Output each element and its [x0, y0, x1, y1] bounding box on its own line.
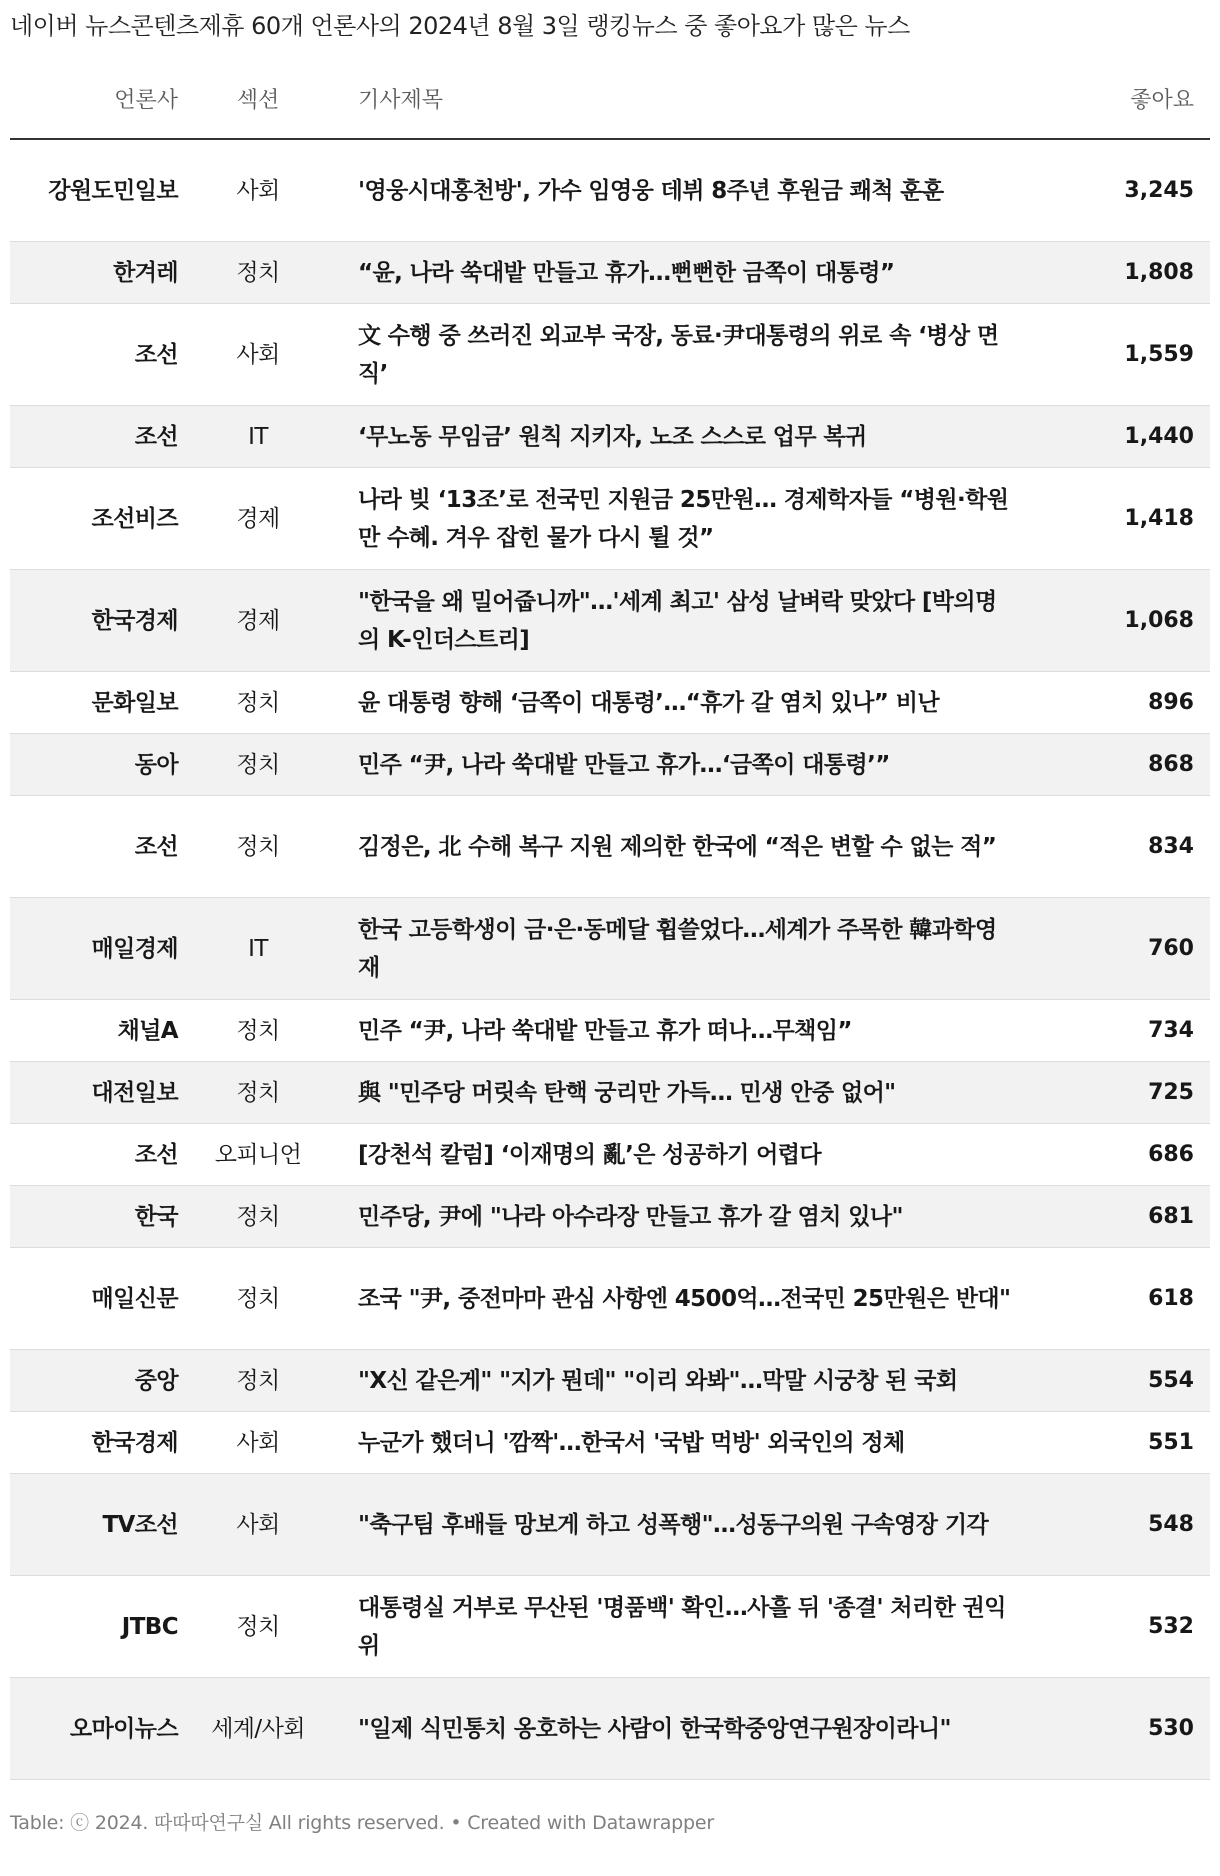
cell-section: IT [178, 898, 338, 1000]
cell-publisher: 채널A [10, 1000, 178, 1062]
cell-section: 오피니언 [178, 1124, 338, 1186]
cell-section: 사회 [178, 304, 338, 406]
cell-section: 정치 [178, 796, 338, 898]
cell-article-title: 민주당, 尹에 "나라 아수라장 만들고 휴가 갈 염치 있나" [338, 1186, 1018, 1248]
cell-likes: 3,245 [1018, 139, 1210, 242]
column-header-publisher[interactable]: 언론사 [10, 58, 178, 139]
header-row [10, 58, 1210, 139]
table-row [10, 1248, 1210, 1350]
table-footer: Table: ⓒ 2024. 따따따연구실 All rights reserved. • Created with Datawrapper [10, 1812, 714, 1834]
cell-article-title: 文 수행 중 쓰러진 외교부 국장, 동료·尹대통령의 위로 속 ‘병상 면직’ [338, 304, 1018, 406]
table-row [10, 406, 1210, 468]
cell-section: 사회 [178, 139, 338, 242]
cell-publisher: 강원도민일보 [10, 139, 178, 242]
cell-likes: 681 [1018, 1186, 1210, 1248]
cell-likes: 618 [1018, 1248, 1210, 1350]
cell-publisher: 동아 [10, 734, 178, 796]
table-row [10, 1000, 1210, 1062]
cell-section: 사회 [178, 1474, 338, 1576]
cell-likes: 1,808 [1018, 242, 1210, 304]
table-row [10, 1474, 1210, 1576]
cell-publisher: 대전일보 [10, 1062, 178, 1124]
column-header-likes[interactable]: 좋아요 [1018, 58, 1210, 139]
table-row [10, 468, 1210, 570]
cell-likes: 834 [1018, 796, 1210, 898]
cell-likes: 1,068 [1018, 570, 1210, 672]
table-row [10, 796, 1210, 898]
cell-likes: 554 [1018, 1350, 1210, 1412]
cell-section: 정치 [178, 1350, 338, 1412]
cell-article-title: [강천석 칼럼] ‘이재명의 亂’은 성공하기 어렵다 [338, 1124, 1018, 1186]
cell-section: 정치 [178, 1186, 338, 1248]
cell-publisher: 한겨레 [10, 242, 178, 304]
cell-publisher: 매일경제 [10, 898, 178, 1000]
cell-publisher: 한국경제 [10, 570, 178, 672]
cell-publisher: 한국 [10, 1186, 178, 1248]
column-header-section[interactable]: 섹션 [178, 58, 338, 139]
table-row [10, 1124, 1210, 1186]
cell-article-title: 조국 "尹, 중전마마 관심 사항엔 4500억…전국민 25만원은 반대" [338, 1248, 1018, 1350]
table-row [10, 570, 1210, 672]
cell-article-title: "일제 식민통치 옹호하는 사람이 한국학중앙연구원장이라니" [338, 1678, 1018, 1780]
cell-article-title: 민주 “尹, 나라 쑥대밭 만들고 휴가…‘금쪽이 대통령’” [338, 734, 1018, 796]
cell-article-title: 민주 “尹, 나라 쑥대밭 만들고 휴가 떠나…무책임” [338, 1000, 1018, 1062]
column-header-article-title[interactable]: 기사제목 [338, 58, 1018, 139]
cell-article-title: '영웅시대홍천방', 가수 임영웅 데뷔 8주년 후원금 쾌척 훈훈 [338, 139, 1018, 242]
cell-article-title: 대통령실 거부로 무산된 '명품백' 확인…사흘 뒤 '종결' 처리한 권익위 [338, 1576, 1018, 1678]
cell-publisher: 조선 [10, 796, 178, 898]
cell-article-title: 누군가 했더니 '깜짝'…한국서 '국밥 먹방' 외국인의 정체 [338, 1412, 1018, 1474]
cell-likes: 1,559 [1018, 304, 1210, 406]
cell-likes: 896 [1018, 672, 1210, 734]
cell-section: 경제 [178, 468, 338, 570]
cell-likes: 734 [1018, 1000, 1210, 1062]
cell-article-title: 한국 고등학생이 금·은·동메달 휩쓸었다…세계가 주목한 韓과학영재 [338, 898, 1018, 1000]
cell-article-title: "X신 같은게" "지가 뭔데" "이리 와봐"…막말 시궁창 된 국회 [338, 1350, 1018, 1412]
table-row [10, 1350, 1210, 1412]
table-row [10, 304, 1210, 406]
cell-publisher: 조선 [10, 406, 178, 468]
cell-likes: 725 [1018, 1062, 1210, 1124]
cell-likes: 1,440 [1018, 406, 1210, 468]
cell-publisher: 매일신문 [10, 1248, 178, 1350]
cell-publisher: TV조선 [10, 1474, 178, 1576]
table-body [10, 139, 1210, 1780]
table-row [10, 1186, 1210, 1248]
table-row [10, 1678, 1210, 1780]
cell-likes: 530 [1018, 1678, 1210, 1780]
table-row [10, 734, 1210, 796]
table-row [10, 1412, 1210, 1474]
cell-section: 정치 [178, 1000, 338, 1062]
cell-likes: 868 [1018, 734, 1210, 796]
table-row [10, 1576, 1210, 1678]
cell-article-title: "축구팀 후배들 망보게 하고 성폭행"…성동구의원 구속영장 기각 [338, 1474, 1018, 1576]
cell-likes: 532 [1018, 1576, 1210, 1678]
table-row [10, 139, 1210, 242]
table-row [10, 898, 1210, 1000]
cell-publisher: 조선 [10, 1124, 178, 1186]
cell-article-title: 김정은, 北 수해 복구 지원 제의한 한국에 “적은 변할 수 없는 적” [338, 796, 1018, 898]
cell-likes: 760 [1018, 898, 1210, 1000]
cell-section: IT [178, 406, 338, 468]
cell-article-title: 나라 빚 ‘13조’로 전국민 지원금 25만원… 경제학자들 “병원·학원만 수혜. 겨우 잡힌 물가 다시 튈 것” [338, 468, 1018, 570]
cell-likes: 548 [1018, 1474, 1210, 1576]
cell-article-title: ‘무노동 무임금’ 원칙 지키자, 노조 스스로 업무 복귀 [338, 406, 1018, 468]
table-row [10, 672, 1210, 734]
cell-section: 정치 [178, 1576, 338, 1678]
cell-publisher: 조선비즈 [10, 468, 178, 570]
cell-publisher: 문화일보 [10, 672, 178, 734]
cell-likes: 686 [1018, 1124, 1210, 1186]
table-title: 네이버 뉴스콘텐츠제휴 60개 언론사의 2024년 8월 3일 랭킹뉴스 중 좋아요가 많은 뉴스 [10, 12, 910, 40]
cell-section: 경제 [178, 570, 338, 672]
cell-publisher: 한국경제 [10, 1412, 178, 1474]
cell-article-title: 與 "민주당 머릿속 탄핵 궁리만 가득… 민생 안중 없어" [338, 1062, 1018, 1124]
cell-section: 세계/사회 [178, 1678, 338, 1780]
cell-publisher: JTBC [10, 1576, 178, 1678]
cell-article-title: 윤 대통령 향해 ‘금쪽이 대통령’…“휴가 갈 염치 있나” 비난 [338, 672, 1018, 734]
cell-likes: 1,418 [1018, 468, 1210, 570]
cell-publisher: 오마이뉴스 [10, 1678, 178, 1780]
cell-article-title: “윤, 나라 쑥대밭 만들고 휴가…뻔뻔한 금쪽이 대통령” [338, 242, 1018, 304]
cell-publisher: 조선 [10, 304, 178, 406]
cell-publisher: 중앙 [10, 1350, 178, 1412]
likes-table [10, 58, 1210, 1780]
table-row [10, 1062, 1210, 1124]
cell-section: 정치 [178, 242, 338, 304]
cell-likes: 551 [1018, 1412, 1210, 1474]
cell-section: 정치 [178, 734, 338, 796]
cell-section: 정치 [178, 672, 338, 734]
cell-article-title: "한국을 왜 밀어줍니까"…'세계 최고' 삼성 날벼락 맞았다 [박의명의 K-인더스트리] [338, 570, 1018, 672]
cell-section: 정치 [178, 1062, 338, 1124]
cell-section: 사회 [178, 1412, 338, 1474]
cell-section: 정치 [178, 1248, 338, 1350]
table-row [10, 242, 1210, 304]
